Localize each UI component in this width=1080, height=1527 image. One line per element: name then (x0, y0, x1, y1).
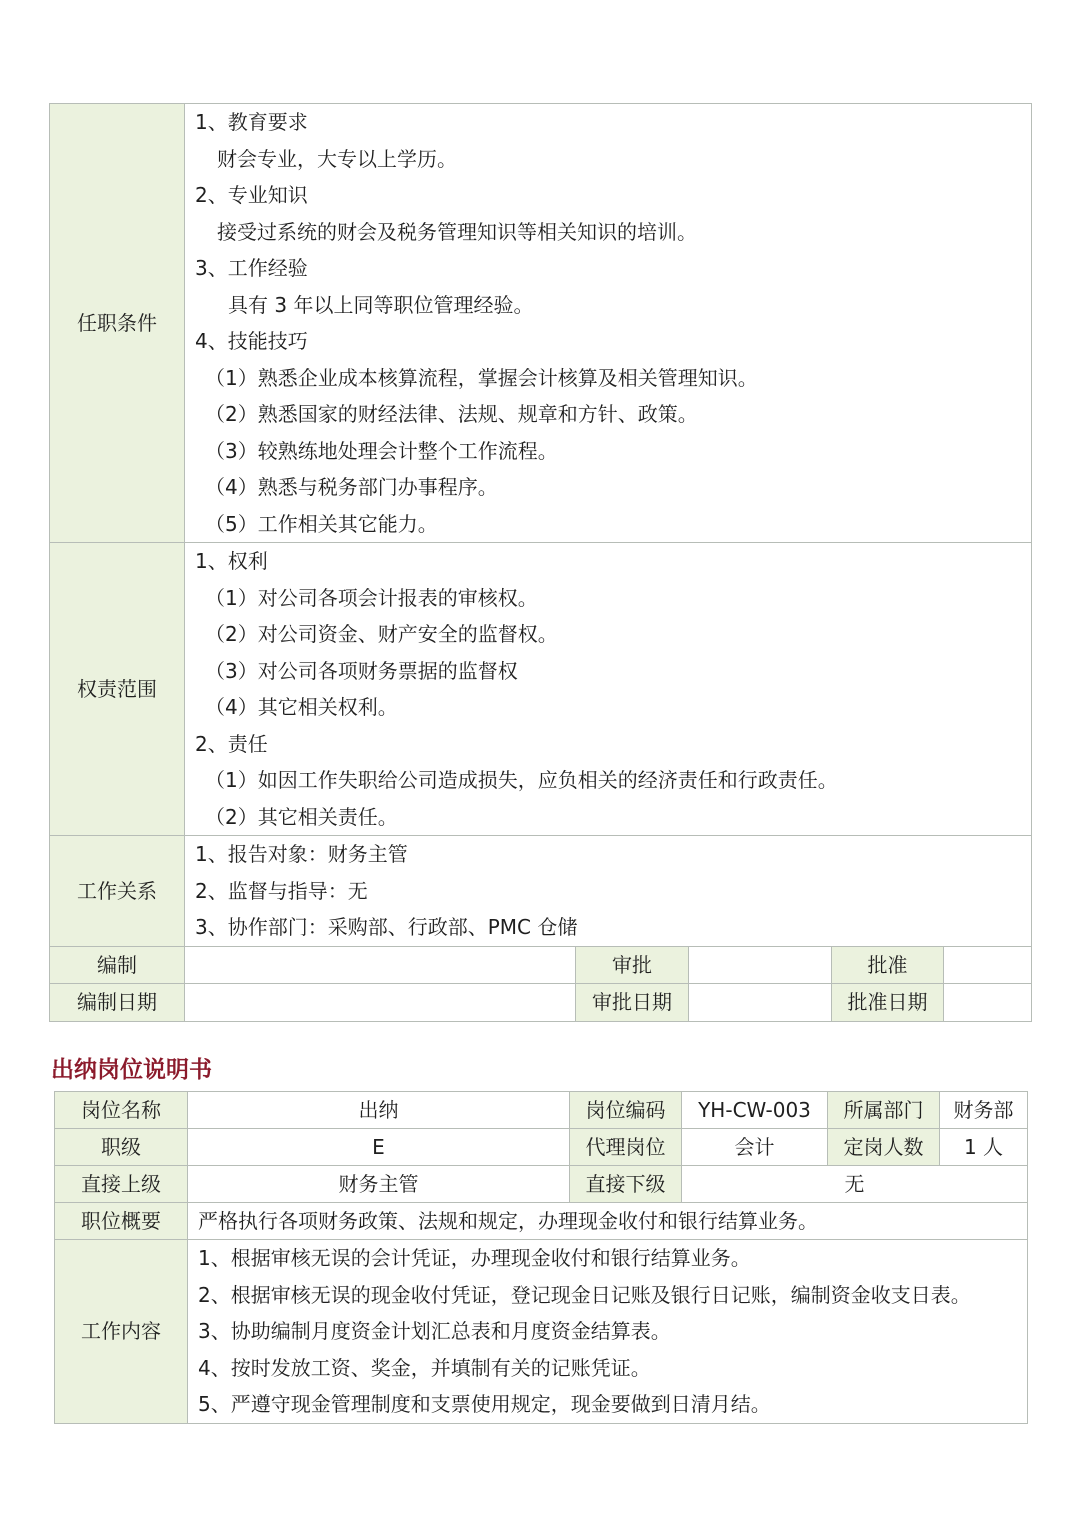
duties-row (55, 1240, 1028, 1424)
subordinate-value: 无 (682, 1166, 1028, 1203)
deputy-value: 会计 (682, 1129, 828, 1166)
reviewed-label: 审批 (576, 946, 689, 984)
approved-label: 批准 (832, 946, 944, 984)
authority-row (50, 543, 1032, 836)
text-line: （4）其它相关权利。 (205, 695, 398, 719)
duty-line: 5、严遵守现金管理制度和支票使用规定，现金要做到日清月结。 (198, 1392, 771, 1416)
department-label: 所属部门 (828, 1092, 940, 1129)
job-description-table-continued (49, 103, 1032, 1022)
duties-label: 工作内容 (55, 1240, 188, 1424)
signature-row (50, 946, 1032, 984)
text-line: 1、报告对象：财务主管 (195, 842, 408, 866)
prepared-value (185, 946, 576, 984)
text-line: 3、协作部门：采购部、行政部、PMC 仓储 (195, 915, 578, 939)
text-line: （2）其它相关责任。 (205, 804, 398, 829)
position-name-value: 出纳 (188, 1092, 570, 1129)
approved-date-value (944, 984, 1032, 1022)
text-line: （3）较熟练地处理会计整个工作流程。 (205, 438, 558, 463)
reviewed-value (689, 946, 832, 984)
text-line: 具有 3 年以上同等职位管理经验。 (228, 292, 534, 317)
relations-content (185, 836, 1032, 947)
duty-line: 3、协助编制月度资金计划汇总表和月度资金结算表。 (198, 1319, 671, 1343)
approved-value (944, 946, 1032, 984)
text-line: 2、监督与指导：无 (195, 878, 368, 903)
duty-line: 1、根据审核无误的会计凭证，办理现金收付和银行结算业务。 (198, 1246, 751, 1270)
position-code-value: YH-CW-003 (682, 1092, 828, 1129)
relations-label: 工作关系 (50, 836, 185, 947)
text-line: （2）熟悉国家的财经法律、法规、规章和方针、政策。 (205, 402, 698, 426)
info-row-3 (55, 1166, 1028, 1203)
summary-value: 严格执行各项财务政策、法规和规定，办理现金收付和银行结算业务。 (188, 1203, 1028, 1240)
section-title: 出纳岗位说明书 (51, 1056, 212, 1083)
summary-row (55, 1203, 1028, 1240)
authority-label: 权责范围 (50, 543, 185, 836)
duty-line: 2、根据审核无误的现金收付凭证，登记现金日记账及银行日记账，编制资金收支日表。 (198, 1282, 971, 1307)
text-line: 4、技能技巧 (195, 329, 308, 353)
text-line: 2、责任 (195, 731, 268, 756)
headcount-label: 定岗人数 (828, 1129, 940, 1166)
info-row-2 (55, 1129, 1028, 1166)
text-line: 接受过系统的财会及税务管理知识等相关知识的培训。 (217, 219, 697, 244)
qualifications-label: 任职条件 (50, 104, 185, 543)
headcount-value: 1 人 (940, 1129, 1028, 1166)
position-name-label: 岗位名称 (55, 1092, 188, 1129)
text-line: 2、专业知识 (195, 183, 308, 207)
text-line: （5）工作相关其它能力。 (205, 511, 438, 536)
deputy-label: 代理岗位 (570, 1129, 682, 1166)
signature-date-row (50, 984, 1032, 1022)
grade-value: E (188, 1129, 570, 1166)
text-line: 财会专业，大专以上学历。 (217, 146, 457, 171)
authority-content (185, 543, 1032, 836)
text-line: （2）对公司资金、财产安全的监督权。 (205, 622, 558, 646)
duty-line: 4、按时发放工资、奖金，并填制有关的记账凭证。 (198, 1355, 651, 1380)
text-line: （4）熟悉与税务部门办事程序。 (205, 475, 498, 499)
cashier-job-description-table (54, 1091, 1028, 1424)
duties-content (188, 1240, 1028, 1424)
qualifications-content (185, 104, 1032, 543)
superior-value: 财务主管 (188, 1166, 570, 1203)
prepared-date-value (185, 984, 576, 1022)
text-line: 3、工作经验 (195, 256, 308, 280)
summary-label: 职位概要 (55, 1203, 188, 1240)
prepared-label: 编制 (50, 946, 185, 984)
subordinate-label: 直接下级 (570, 1166, 682, 1203)
text-line: 1、教育要求 (195, 110, 308, 134)
text-line: （3）对公司各项财务票据的监督权 (205, 658, 518, 683)
department-value: 财务部 (940, 1092, 1028, 1129)
text-line: （1）对公司各项会计报表的审核权。 (205, 585, 538, 610)
text-line: 1、权利 (195, 549, 268, 573)
position-code-label: 岗位编码 (570, 1092, 682, 1129)
superior-label: 直接上级 (55, 1166, 188, 1203)
grade-label: 职级 (55, 1129, 188, 1166)
reviewed-date-value (689, 984, 832, 1022)
reviewed-date-label: 审批日期 (576, 984, 689, 1022)
info-row-1 (55, 1092, 1028, 1129)
relations-row (50, 836, 1032, 947)
approved-date-label: 批准日期 (832, 984, 944, 1022)
qualifications-row (50, 104, 1032, 543)
prepared-date-label: 编制日期 (50, 984, 185, 1022)
text-line: （1）如因工作失职给公司造成损失，应负相关的经济责任和行政责任。 (205, 768, 838, 792)
text-line: （1）熟悉企业成本核算流程，掌握会计核算及相关管理知识。 (205, 365, 758, 390)
